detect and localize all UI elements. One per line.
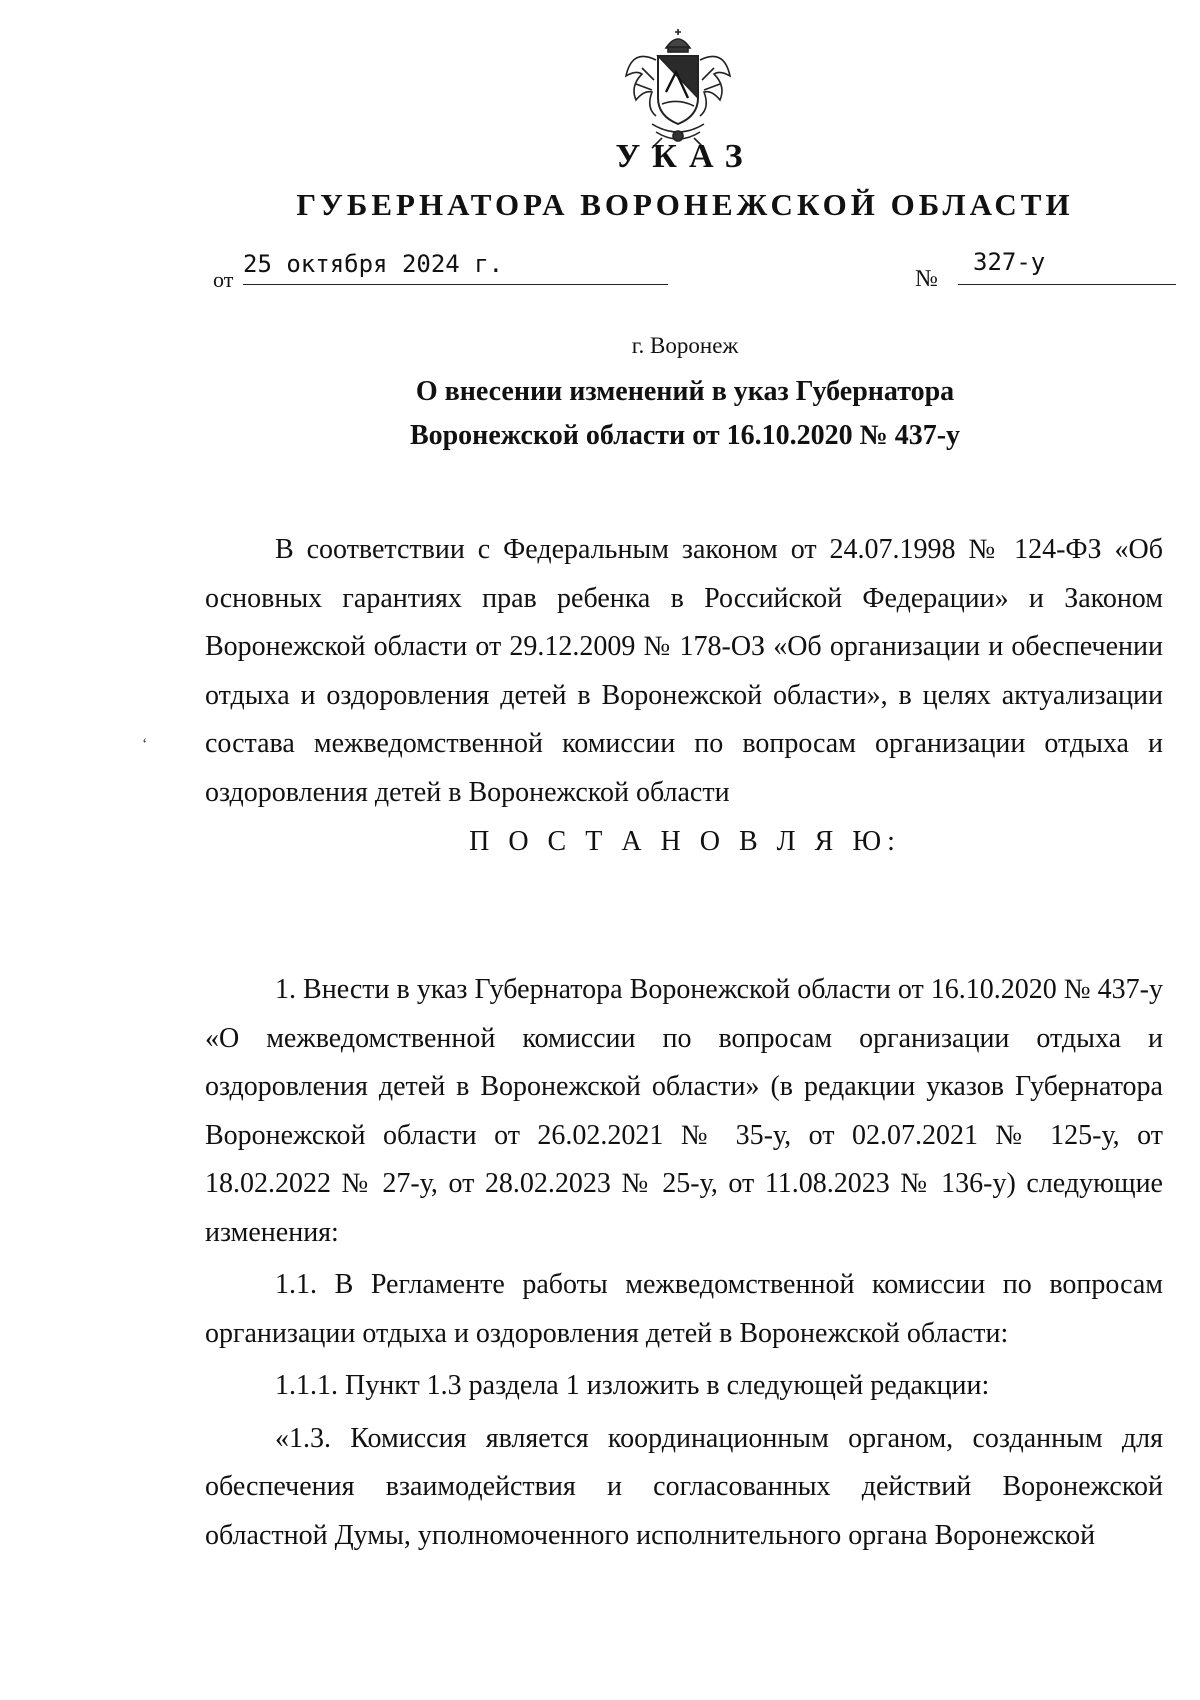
item-paragraph: 1.1. В Регламенте работы межведомственной комиссии по вопросам организации отдыха и оздоровления детей в Воронежской области: [205, 1269, 1163, 1349]
decree-items [205, 966, 1163, 1564]
document-type-title: УКАЗ [615, 138, 755, 175]
subject-line-1: О внесении изменений в указ Губернатора [415, 376, 955, 407]
item-paragraph: 1. Внести в указ Губернатора Воронежской области от 16.10.2020 № 437-у «О межведомственной комиссии по вопросам организации отдыха и оздоровления детей в Воронежской области» (в редакции указов Губернатора Воронежской области от 26.02.2021 № 35-у, от 02.07.2021 № 125-у, от 18.02.2022 № 27-у, от 28.02.2023 № 25-у, от 11.08.2023 № 136-у) следующие изменения: [205, 974, 1163, 1248]
item-paragraph: «1.3. Комиссия является координационным органом, созданным для обеспечения взаимодействия и согласованных действий Воронежской областной Думы, уполномоченного исполнительного органа Воронежской [205, 1422, 1163, 1551]
decree-subject [0, 370, 1200, 458]
preamble-block [205, 526, 1163, 817]
number-prefix: № [915, 266, 938, 292]
preamble-paragraph: В соответствии с Федеральным законом от 24.07.1998 № 124-ФЗ «Об основных гарантиях прав ребенка в Российской Федерации» и Законом Воронежской области от 29.12.2009 № 178-ОЗ «Об организации и обеспечении отдыха и оздоровления детей в Воронежской области», в целях актуализации состава межведомственной комиссии по вопросам организации отдыха и оздоровления детей в Воронежской области [205, 534, 1163, 808]
decree-number: 327-у [973, 248, 1046, 276]
subject-line-2: Воронежской области от 16.10.2020 № 437-у [409, 420, 961, 451]
decree-word: П О С Т А Н О В Л Я Ю: [469, 826, 901, 857]
date-number-row [213, 248, 1173, 292]
date-prefix: от [213, 267, 234, 292]
margin-mark: ʻ [142, 736, 148, 753]
decree-date: 25 октября 2024 г. [243, 250, 504, 278]
issuing-authority-title: ГУБЕРНАТОРА ВОРОНЕЖСКОЙ ОБЛАСТИ [296, 187, 1074, 222]
city-line: г. Воронеж [631, 333, 739, 358]
item-paragraph: 1.1.1. Пункт 1.3 раздела 1 изложить в следующей редакции: [275, 1370, 990, 1401]
coat-of-arms-icon [622, 28, 734, 150]
